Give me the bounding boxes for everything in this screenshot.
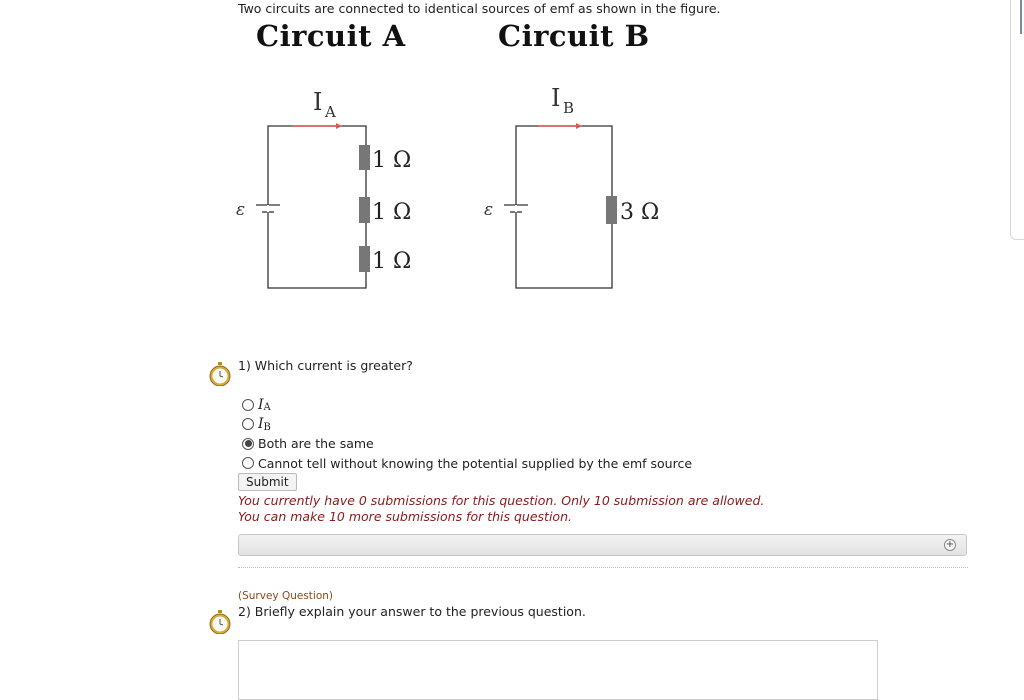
circuit-a-wire-top — [268, 126, 366, 205]
resistor-a2-label: 1 Ω — [372, 200, 412, 225]
intro-text: Two circuits are connected to identical sources of emf as shown in the figure. — [238, 1, 721, 16]
option-ia[interactable] — [242, 395, 692, 415]
hint-bar[interactable] — [238, 534, 967, 556]
option-ib-symbol: I — [258, 416, 264, 433]
resistor-a2 — [359, 197, 370, 223]
option-both-same[interactable] — [242, 434, 692, 454]
circuit-b-diagram — [516, 126, 612, 288]
submissions-note: You currently have 0 submissions for this question. Only 10 submission are allowed. — [238, 493, 765, 508]
question2-prompt: 2) Briefly explain your answer to the previous question. — [238, 604, 586, 619]
circuit-b-battery — [504, 205, 528, 212]
resistor-a1 — [359, 145, 370, 170]
option-ia-subscript: A — [263, 402, 271, 414]
circuit-b-current-symbol: I — [551, 84, 561, 112]
circuit-b-wire-top — [516, 126, 612, 205]
option-cannot-tell-label: Cannot tell without knowing the potential supplied by the emf source — [258, 455, 693, 471]
remaining-submissions-note: You can make 10 more submissions for this question. — [238, 509, 572, 524]
circuit-b-wire-bottom — [516, 213, 612, 288]
circuit-b-current-subscript: B — [563, 99, 575, 117]
circuit-a-current-symbol: I — [313, 88, 323, 116]
side-panel-edge — [1010, 0, 1024, 240]
question-divider — [238, 567, 968, 568]
question1-options — [242, 395, 692, 473]
circuit-b-current-arrow — [538, 123, 582, 129]
answer-textarea[interactable] — [238, 640, 878, 700]
question1-prompt: 1) Which current is greater? — [238, 358, 413, 373]
resistor-b1-label: 3 Ω — [620, 200, 660, 225]
resistor-b1 — [606, 196, 617, 224]
circuit-a-current-arrow — [292, 123, 342, 129]
resistor-a3 — [359, 246, 370, 272]
option-cannot-tell-radio[interactable] — [242, 457, 254, 469]
option-ia-radio[interactable] — [242, 399, 254, 411]
option-ib-subscript: B — [263, 421, 271, 433]
option-ib[interactable] — [242, 415, 692, 435]
option-ia-symbol: I — [258, 396, 264, 413]
stopwatch-icon-2 — [209, 610, 231, 634]
option-both-same-label: Both are the same — [258, 436, 374, 452]
survey-tag: (Survey Question) — [238, 590, 334, 602]
option-cannot-tell[interactable] — [242, 454, 692, 474]
circuit-a-title: Circuit A — [256, 19, 406, 53]
resistor-a3-label: 1 Ω — [372, 249, 412, 274]
circuit-a-emf-label: ε — [236, 200, 246, 220]
circuit-figure — [225, 75, 695, 300]
circuit-a-diagram — [268, 126, 366, 288]
option-both-same-radio[interactable] — [242, 438, 254, 450]
circuit-b-title: Circuit B — [498, 19, 650, 53]
option-ib-radio[interactable] — [242, 418, 254, 430]
circuit-b-emf-label: ε — [484, 200, 494, 220]
resistor-a1-label: 1 Ω — [372, 148, 412, 173]
stopwatch-icon — [209, 362, 231, 386]
expand-plus-icon[interactable]: + — [945, 539, 955, 550]
submit-button[interactable]: Submit — [238, 473, 297, 491]
circuit-a-wire-bottom — [268, 213, 366, 288]
circuit-a-battery — [256, 205, 280, 212]
circuit-a-current-subscript: A — [325, 103, 336, 121]
